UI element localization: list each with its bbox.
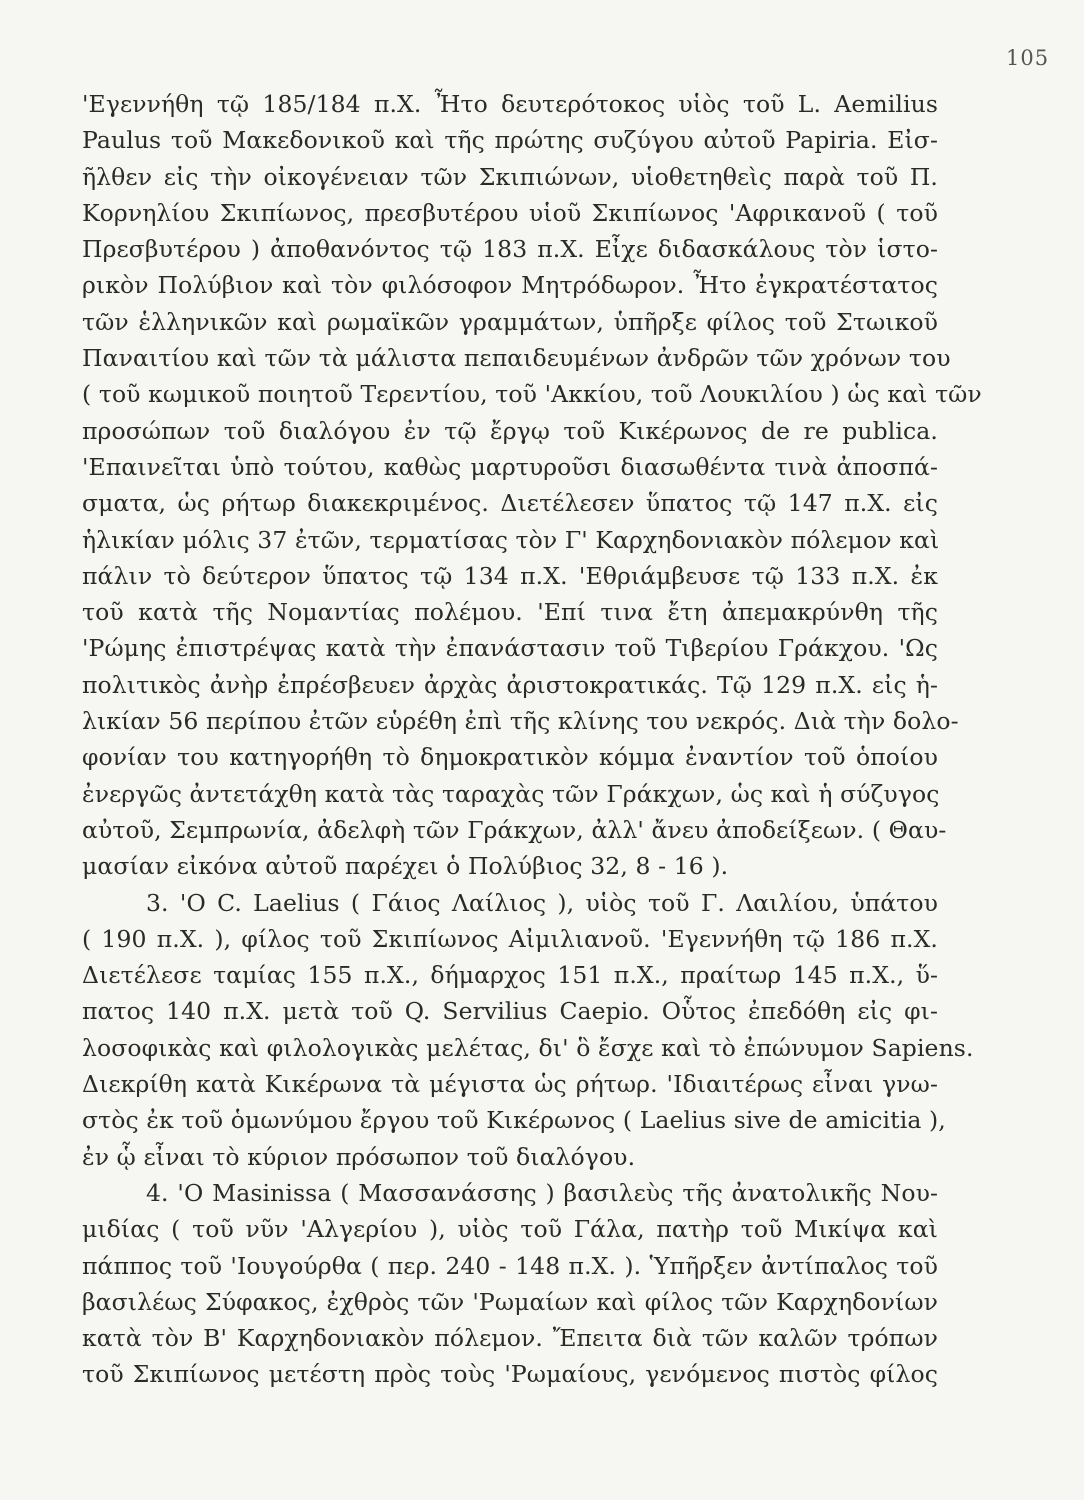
text-line: 3. 'Ο C. Laelius ( Γάιος Λαίλιος ), υἱὸς τοῦ Γ. Λαιλίου, ὑπάτου	[146, 888, 938, 917]
text-line: τῶν ἑλληνικῶν καὶ ρωμαϊκῶν γραμμάτων, ὑπῆρξε φίλος τοῦ Στωικοῦ	[82, 307, 938, 336]
text-line: λικίαν 56 περίπου ἐτῶν εὑρέθη ἐπὶ τῆς κλίνης του νεκρός. Διὰ τὴν δολο-	[82, 707, 959, 736]
text-line: ρικὸν Πολύβιον καὶ τὸν φιλόσοφον Μητρόδωρον. Ἦτο ἐγκρατέστατος	[82, 271, 938, 300]
text-line: τοῦ κατὰ τῆς Νομαντίας πολέμου. 'Επί τινα ἔτη ἀπεμακρύνθη τῆς	[82, 598, 938, 627]
text-line: 4. 'Ο Masinissa ( Μασσανάσσης ) βασιλεὺς τῆς ἀνατολικῆς Νου-	[146, 1178, 938, 1207]
text-line: πάλιν τὸ δεύτερον ὕπατος τῷ 134 π.Χ. 'Εθριάμβευσε τῷ 133 π.Χ. ἐκ	[82, 561, 938, 590]
text-line: 'Ρώμης ἐπιστρέψας κατὰ τὴν ἐπανάστασιν τοῦ Τιβερίου Γράκχου. 'Ως	[82, 634, 938, 663]
text-line: 'Επαινεῖται ὑπὸ τούτου, καθὼς μαρτυροῦσι διασωθέντα τινὰ ἀποσπά-	[82, 452, 938, 481]
text-line: πατος 140 π.Χ. μετὰ τοῦ Q. Servilius Caepio. Οὗτος ἐπεδόθη εἰς φι-	[82, 997, 938, 1026]
text-line: Παναιτίου καὶ τῶν τὰ μάλιστα πεπαιδευμένων ἀνδρῶν τῶν χρόνων του	[82, 344, 951, 373]
text-line: πολιτικὸς ἀνὴρ ἐπρέσβευεν ἀρχὰς ἀριστοκρατικάς. Τῷ 129 π.Χ. εἰς ἡ-	[82, 670, 938, 699]
text-line: αὐτοῦ, Σεμπρωνία, ἀδελφὴ τῶν Γράκχων, ἀλλ' ἄνευ ἀποδείξεων. ( Θαυ-	[82, 815, 947, 844]
text-line: πάππος τοῦ 'Ιουγούρθα ( περ. 240 - 148 π.Χ. ). Ὑπῆρξεν ἀντίπαλος τοῦ	[82, 1251, 938, 1280]
text-line: ἐν ᾧ εἶναι τὸ κύριον πρόσωπον τοῦ διαλόγου.	[82, 1142, 636, 1171]
text-line: μασίαν εἰκόνα αὐτοῦ παρέχει ὁ Πολύβιος 32, 8 - 16 ).	[82, 852, 729, 881]
text-line: Διεκρίθη κατὰ Κικέρωνα τὰ μέγιστα ὡς ρήτωρ. 'Ιδιαιτέρως εἶναι γνω-	[82, 1070, 938, 1099]
text-line: Διετέλεσε ταμίας 155 π.Χ., δήμαρχος 151 π.Χ., πραίτωρ 145 π.Χ., ὕ-	[82, 961, 938, 990]
text-line: ( 190 π.Χ. ), φίλος τοῦ Σκιπίωνος Αἰμιλιανοῦ. 'Εγεννήθη τῷ 186 π.Χ.	[82, 924, 938, 953]
text-line: φονίαν του κατηγορήθη τὸ δημοκρατικὸν κόμμα ἐναντίον τοῦ ὁποίου	[82, 743, 938, 772]
text-line: τοῦ Σκιπίωνος μετέστη πρὸς τοὺς 'Ρωμαίους, γενόμενος πιστὸς φίλος	[82, 1360, 938, 1389]
text-line: ἡλικίαν μόλις 37 ἐτῶν, τερματίσας τὸν Γ' Καρχηδονιακὸν πόλεμον καὶ	[82, 525, 940, 554]
text-line: ἐνεργῶς ἀντετάχθη κατὰ τὰς ταραχὰς τῶν Γράκχων, ὡς καὶ ἡ σύζυγος	[82, 779, 940, 808]
text-line: ( τοῦ κωμικοῦ ποιητοῦ Τερεντίου, τοῦ 'Ακκίου, τοῦ Λουκιλίου ) ὡς καὶ τῶν	[82, 380, 982, 409]
page-number: 105	[1006, 46, 1050, 70]
text-line: βασιλέως Σύφακος, ἐχθρὸς τῶν 'Ρωμαίων καὶ φίλος τῶν Καρχηδονίων	[82, 1287, 938, 1316]
text-line: στὸς ἐκ τοῦ ὁμωνύμου ἔργου τοῦ Κικέρωνος ( Laelius sive de amicitia ),	[82, 1106, 946, 1135]
text-line: Κορνηλίου Σκιπίωνος, πρεσβυτέρου υἱοῦ Σκιπίωνος 'Αφρικανοῦ ( τοῦ	[82, 198, 938, 227]
text-line: προσώπων τοῦ διαλόγου ἐν τῷ ἔργῳ τοῦ Κικέρωνος de re publica.	[82, 416, 938, 445]
text-line: σματα, ὡς ρήτωρ διακεκριμένος. Διετέλεσεν ὕπατος τῷ 147 π.Χ. εἰς	[82, 489, 938, 518]
text-line: μιδίας ( τοῦ νῦν 'Αλγερίου ), υἱὸς τοῦ Γάλα, πατὴρ τοῦ Μικίψα καὶ	[82, 1215, 938, 1244]
text-line: Πρεσβυτέρου ) ἀποθανόντος τῷ 183 π.Χ. Εἶχε διδασκάλους τὸν ἱστο-	[82, 235, 938, 264]
text-line: λοσοφικὰς καὶ φιλολογικὰς μελέτας, δι' ὃ ἔσχε καὶ τὸ ἐπώνυμον Sapiens.	[82, 1033, 974, 1062]
text-line: κατὰ τὸν Β' Καρχηδονιακὸν πόλεμον. Ἔπειτα διὰ τῶν καλῶν τρόπων	[82, 1324, 938, 1353]
body-text	[82, 86, 982, 1393]
text-line: ῆλθεν εἰς τὴν οἰκογένειαν τῶν Σκιπιώνων, υἱοθετηθεὶς παρὰ τοῦ Π.	[82, 162, 938, 191]
text-line: Paulus τοῦ Μακεδονικοῦ καὶ τῆς πρώτης συζύγου αὐτοῦ Papiria. Εἰσ-	[82, 126, 938, 155]
text-line: 'Εγεννήθη τῷ 185/184 π.Χ. Ἦτο δευτερότοκος υἱὸς τοῦ L. Aemilius	[82, 90, 938, 118]
